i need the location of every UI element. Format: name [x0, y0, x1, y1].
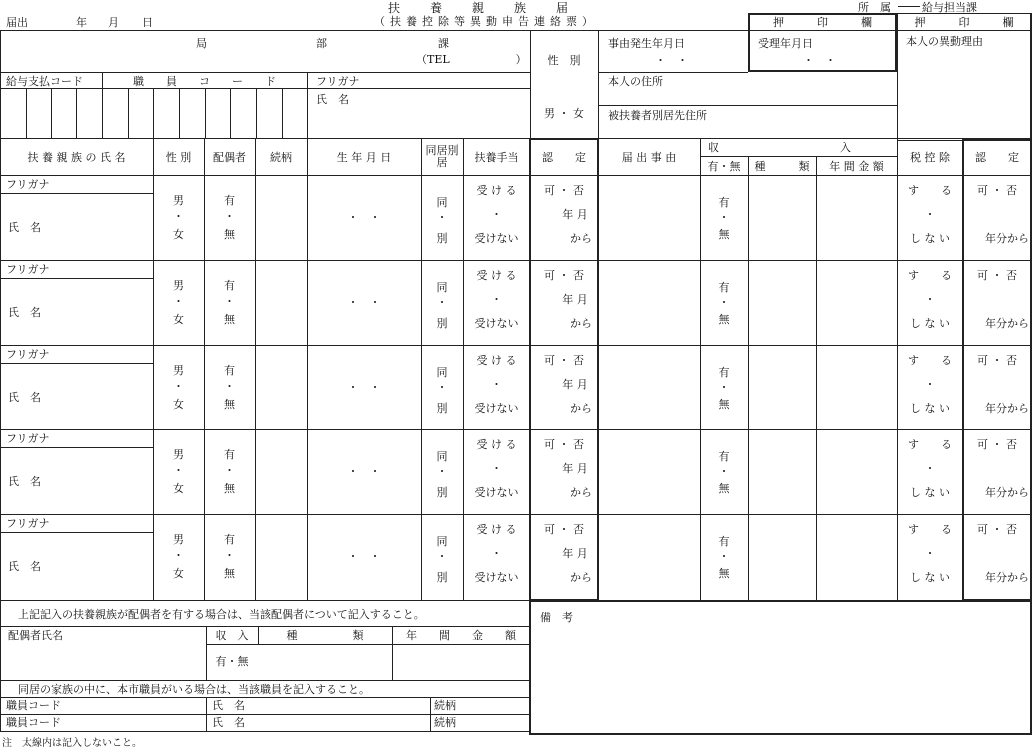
name-label: 氏 名 — [316, 93, 349, 106]
received-date-label: 受理年月日 — [758, 37, 813, 50]
row-income-has: 有 — [718, 366, 730, 379]
row-sex-male: 男 — [173, 533, 184, 546]
row-divider — [0, 345, 1031, 346]
spouse-type-label: 種 類 — [286, 629, 364, 642]
th-income-amount: 年 間 金 額 — [829, 160, 884, 173]
spouse-note: 上記記入の扶養親族が配偶者を有する場合は、当該配偶者について記入すること。 — [18, 608, 425, 621]
row-line-105 — [598, 105, 897, 106]
row-allowance-not: 受けない — [474, 317, 519, 330]
row-birth-dots: ・ ・ — [347, 296, 381, 309]
row-spouse-has: 有 — [224, 533, 235, 546]
table-header-top — [0, 138, 1031, 139]
row-spouse-dot: ・ — [224, 549, 235, 562]
row-cohabit-same: 同 — [436, 281, 448, 294]
row-sex-female: 女 — [173, 313, 184, 326]
top-border — [0, 30, 748, 31]
row-sex-female: 女 — [173, 228, 184, 241]
row-allowance-not: 受けない — [474, 402, 519, 415]
row-spouse-has: 有 — [224, 448, 235, 461]
row-cohabit-dot: ・ — [436, 465, 448, 478]
row-name-label: 氏 名 — [8, 391, 41, 404]
row-tax-yes: す る — [908, 523, 952, 536]
row-tax-no: し な い — [910, 402, 950, 415]
row-spouse-none: 無 — [224, 567, 235, 580]
col-divider — [307, 138, 308, 600]
row-approval-ym: 年 月 — [562, 378, 588, 391]
row-approval2-from-year: 年分から — [985, 402, 1029, 415]
code-cell — [179, 88, 180, 138]
th-income: 収 入 — [708, 141, 851, 154]
row-birth-dots: ・ ・ — [347, 550, 381, 563]
separate-address-label: 被扶養者別居先住所 — [608, 109, 707, 122]
row-allowance-receive: 受 け る — [476, 184, 517, 197]
row-spouse-dot: ・ — [224, 210, 235, 223]
staff-line-3 — [0, 731, 530, 732]
row-approval-ok-ng: 可 ・ 否 — [544, 523, 584, 536]
row-tax-dot: ・ — [924, 208, 936, 221]
row-approval-ym: 年 月 — [562, 547, 588, 560]
filed-year-label: 年 — [76, 16, 87, 29]
th-reason: 届 出 事 由 — [621, 151, 677, 164]
row-spouse-dot: ・ — [224, 464, 235, 477]
staff-code-label-1: 職員コード — [6, 699, 61, 712]
row-cohabit-same: 同 — [436, 196, 448, 209]
filed-month-label: 月 — [108, 16, 119, 29]
row-approval-ok-ng: 可 ・ 否 — [544, 354, 584, 367]
remarks-box[interactable] — [529, 600, 1032, 735]
row-birth-dots: ・ ・ — [347, 381, 381, 394]
row-approval-ok-ng: 可 ・ 否 — [544, 184, 584, 197]
row-approval2-ok-ng: 可 ・ 否 — [977, 523, 1017, 536]
row-name-label: 氏 名 — [8, 221, 41, 234]
row-approval2-ok-ng: 可 ・ 否 — [977, 354, 1017, 367]
row-income-none: 無 — [718, 482, 730, 495]
spouse-name-label: 配偶者氏名 — [8, 629, 63, 642]
row-spouse-none: 無 — [224, 313, 235, 326]
row-approval2-from-year: 年分から — [985, 232, 1029, 245]
row-tax-dot: ・ — [924, 462, 936, 475]
divider-598 — [598, 30, 599, 138]
staff-name-label-1: 氏 名 — [212, 699, 245, 712]
staff-col — [206, 697, 207, 731]
department-label: 部 — [316, 37, 327, 50]
row-income-has: 有 — [718, 196, 730, 209]
row-divider — [0, 514, 1031, 515]
row-name-label: 氏 名 — [8, 560, 41, 573]
row-income-dot: ・ — [718, 550, 730, 563]
row-spouse-has: 有 — [224, 194, 235, 207]
spouse-annual-label: 年 間 金 額 — [406, 629, 516, 642]
row-income-has: 有 — [718, 450, 730, 463]
tel-label: （TEL ） — [416, 53, 527, 66]
row-spouse-has: 有 — [224, 364, 235, 377]
th-approval-2: 認 定 — [975, 151, 1019, 164]
row-approval-ok-ng: 可 ・ 否 — [544, 438, 584, 451]
staff-relation-label-2: 続柄 — [434, 716, 456, 729]
row-income-none: 無 — [718, 313, 730, 326]
th-birth: 生 年 月 日 — [336, 151, 392, 164]
row-income-dot: ・ — [718, 465, 730, 478]
th-income-has: 有・無 — [707, 160, 741, 173]
furigana-label: フリガナ — [316, 75, 360, 88]
row-tax-yes: す る — [908, 184, 952, 197]
row-sex-female: 女 — [173, 567, 184, 580]
bureau-label: 局 — [196, 37, 207, 50]
footnote: 注 太線内は記入しないこと。 — [2, 738, 142, 749]
furigana-divider — [0, 278, 153, 279]
row-line-72b — [598, 72, 748, 73]
col-divider — [255, 138, 256, 600]
row-tax-yes: す る — [908, 269, 952, 282]
code-cell — [205, 88, 206, 138]
bottom-left-border — [0, 600, 1, 731]
code-cell — [256, 88, 257, 138]
col-divider — [748, 156, 749, 600]
row-spouse-none: 無 — [224, 398, 235, 411]
spouse-line-1 — [0, 626, 530, 627]
row-line-72 — [0, 72, 530, 73]
row-allowance-receive: 受 け る — [476, 269, 517, 282]
form-subtitle: （扶養控除等異動申告連絡票） — [374, 15, 598, 28]
code-cell — [153, 88, 154, 138]
row-tax-dot: ・ — [924, 547, 936, 560]
section-label: 課 — [438, 37, 449, 50]
row-cohabit-dot: ・ — [436, 211, 448, 224]
spouse-line-2 — [206, 644, 530, 645]
row-approval-from: から — [570, 486, 592, 499]
change-reason-label: 本人の異動理由 — [906, 35, 983, 48]
row-spouse-has: 有 — [224, 279, 235, 292]
filed-day-label: 日 — [142, 16, 153, 29]
received-date-dots: ・ ・ — [803, 54, 836, 67]
row-cohabit-same: 同 — [436, 450, 448, 463]
code-cell — [76, 88, 77, 138]
row-allowance-not: 受けない — [474, 486, 519, 499]
row-allowance-dot: ・ — [491, 462, 502, 475]
row-tax-dot: ・ — [924, 378, 936, 391]
row-approval-ym: 年 月 — [562, 208, 588, 221]
row-birth-dots: ・ ・ — [347, 211, 381, 224]
row-allowance-receive: 受 け る — [476, 438, 517, 451]
row-income-none: 無 — [718, 228, 730, 241]
row-tax-no: し な い — [910, 317, 950, 330]
seal-box-1-divider — [748, 30, 897, 31]
row-cohabit-separate: 別 — [436, 317, 448, 330]
row-approval-ym: 年 月 — [562, 462, 588, 475]
seal-box-2-divider — [897, 30, 1031, 31]
filed-label: 届出 — [6, 16, 28, 29]
row-tax-no: し な い — [910, 232, 950, 245]
row-name-label: 氏 名 — [8, 306, 41, 319]
spouse-line-3 — [0, 680, 530, 681]
row-income-dot: ・ — [718, 381, 730, 394]
th-income-type: 種 類 — [754, 160, 810, 173]
code-cell — [51, 88, 52, 138]
th-relation: 続柄 — [270, 151, 292, 164]
spouse-income-label: 収 入 — [215, 629, 249, 642]
row-sex-dot: ・ — [173, 464, 184, 477]
row-allowance-dot: ・ — [491, 378, 502, 391]
sex-label: 性 別 — [547, 54, 581, 67]
divider-307 — [307, 72, 308, 138]
salary-section-label: 給与担当課 — [922, 1, 977, 14]
seal-column-1-label: 押 印 欄 — [773, 16, 872, 29]
row-income-dot: ・ — [718, 211, 730, 224]
row-approval-ok-ng: 可 ・ 否 — [544, 269, 584, 282]
code-cell — [26, 88, 27, 138]
row-approval2-from-year: 年分から — [985, 571, 1029, 584]
th-cohabit: 同居別居 — [425, 144, 459, 169]
sex-value: 男 ・ 女 — [544, 107, 584, 120]
row-spouse-none: 無 — [224, 482, 235, 495]
row-sex-male: 男 — [173, 279, 184, 292]
th-sex: 性 別 — [165, 151, 192, 164]
code-cell — [282, 88, 283, 138]
row-allowance-dot: ・ — [491, 293, 502, 306]
row-tax-dot: ・ — [924, 293, 936, 306]
payroll-code-label: 給与支払コード — [6, 75, 83, 88]
seal-box-2[interactable] — [897, 13, 1031, 141]
row-spouse-dot: ・ — [224, 295, 235, 308]
th-spouse: 配偶者 — [213, 151, 246, 164]
income-subheader-line — [700, 156, 897, 157]
row-approval-from: から — [570, 317, 592, 330]
th-approval: 認 定 — [542, 151, 586, 164]
staff-note: 同居の家族の中に、本市職員がいる場合は、当該職員を記入すること。 — [18, 683, 370, 696]
furigana-divider — [0, 532, 153, 533]
th-dependent-name: 扶 養 親 族 の 氏 名 — [27, 151, 126, 164]
form-title: 扶 養 親 族 届 — [388, 1, 571, 15]
row-tax-no: し な い — [910, 486, 950, 499]
furigana-divider — [0, 363, 153, 364]
row-approval2-ok-ng: 可 ・ 否 — [977, 269, 1017, 282]
row-sex-female: 女 — [173, 398, 184, 411]
row-furigana-label: フリガナ — [6, 432, 50, 445]
row-tax-no: し な い — [910, 571, 950, 584]
row-approval2-from-year: 年分から — [985, 486, 1029, 499]
th-tax: 税 控 除 — [910, 151, 950, 164]
row-income-has: 有 — [718, 281, 730, 294]
th-allowance: 扶養手当 — [474, 151, 519, 164]
row-cohabit-separate: 別 — [436, 571, 448, 584]
row-approval2-ok-ng: 可 ・ 否 — [977, 184, 1017, 197]
col-divider — [816, 156, 817, 600]
staff-col — [430, 697, 431, 731]
row-allowance-receive: 受 け る — [476, 354, 517, 367]
row-name-label: 氏 名 — [8, 475, 41, 488]
row-cohabit-dot: ・ — [436, 550, 448, 563]
row-income-has: 有 — [718, 535, 730, 548]
row-furigana-label: フリガナ — [6, 517, 50, 530]
row-sex-male: 男 — [173, 364, 184, 377]
row-cohabit-same: 同 — [436, 366, 448, 379]
col-divider — [897, 72, 898, 600]
row-sex-dot: ・ — [173, 380, 184, 393]
row-tax-yes: す る — [908, 438, 952, 451]
staff-name-label-2: 氏 名 — [212, 716, 245, 729]
row-income-none: 無 — [718, 567, 730, 580]
dept-connector-line — [898, 6, 920, 7]
row-spouse-dot: ・ — [224, 380, 235, 393]
remarks-label: 備 考 — [540, 611, 573, 624]
row-allowance-dot: ・ — [491, 208, 502, 221]
row-cohabit-separate: 別 — [436, 486, 448, 499]
row-line-88 — [0, 88, 530, 89]
staff-line-2 — [0, 714, 530, 715]
row-cohabit-separate: 別 — [436, 402, 448, 415]
event-date-dots: ・ ・ — [655, 54, 688, 67]
seal-column-2-label: 押 印 欄 — [914, 16, 1014, 29]
furigana-divider — [0, 193, 153, 194]
row-furigana-label: フリガナ — [6, 263, 50, 276]
code-cell — [128, 88, 129, 138]
row-divider — [0, 260, 1031, 261]
row-cohabit-dot: ・ — [436, 296, 448, 309]
row-approval-ym: 年 月 — [562, 293, 588, 306]
dept-label: 所 属 — [858, 1, 891, 14]
row-cohabit-separate: 別 — [436, 232, 448, 245]
spouse-has-none: 有・無 — [215, 655, 249, 668]
row-sex-male: 男 — [173, 194, 184, 207]
furigana-divider — [0, 447, 153, 448]
table-header-bottom — [0, 175, 1031, 176]
staff-relation-label-1: 続柄 — [434, 699, 456, 712]
row-furigana-label: フリガナ — [6, 348, 50, 361]
row-cohabit-dot: ・ — [436, 381, 448, 394]
staff-line-1 — [0, 697, 530, 698]
row-sex-dot: ・ — [173, 210, 184, 223]
row-spouse-none: 無 — [224, 228, 235, 241]
row-approval-from: から — [570, 571, 592, 584]
staff-code-label-2: 職員コード — [6, 716, 61, 729]
row-sex-dot: ・ — [173, 549, 184, 562]
row-approval-from: から — [570, 232, 592, 245]
row-tax-yes: す る — [908, 354, 952, 367]
staff-code-label: 職 員 コ ー ド — [133, 75, 276, 88]
row-allowance-not: 受けない — [474, 232, 519, 245]
row-allowance-receive: 受 け る — [476, 523, 517, 536]
row-sex-female: 女 — [173, 482, 184, 495]
row-sex-dot: ・ — [173, 295, 184, 308]
code-cell — [230, 88, 231, 138]
row-approval2-ok-ng: 可 ・ 否 — [977, 438, 1017, 451]
row-allowance-dot: ・ — [491, 547, 502, 560]
row-sex-male: 男 — [173, 448, 184, 461]
row-allowance-not: 受けない — [474, 571, 519, 584]
row-approval-from: から — [570, 402, 592, 415]
row-birth-dots: ・ ・ — [347, 465, 381, 478]
row-income-none: 無 — [718, 398, 730, 411]
row-furigana-label: フリガナ — [6, 178, 50, 191]
event-date-label: 事由発生年月日 — [608, 37, 685, 50]
row-income-dot: ・ — [718, 296, 730, 309]
row-approval2-from-year: 年分から — [985, 317, 1029, 330]
row-divider — [0, 429, 1031, 430]
own-address-label: 本人の住所 — [608, 75, 663, 88]
row-cohabit-same: 同 — [436, 535, 448, 548]
